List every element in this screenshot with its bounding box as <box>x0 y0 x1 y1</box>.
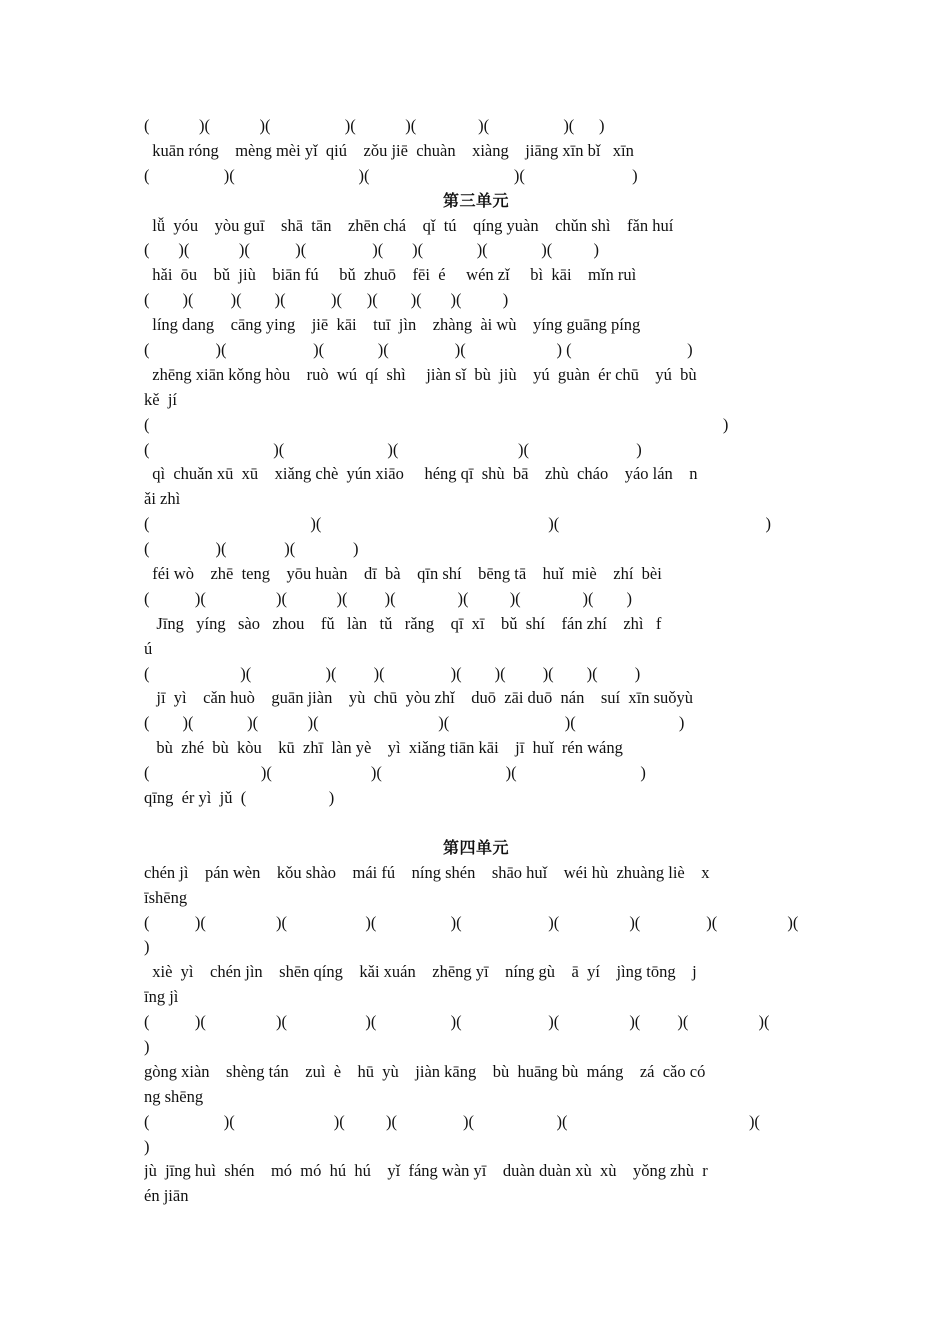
worksheet-line: ( )( )( )( ) <box>144 763 646 783</box>
worksheet-line: ( )( )( )( )( )( )( )( ) <box>144 663 641 683</box>
blank-line <box>144 811 808 836</box>
worksheet-line: ( )( )( )( ) <box>144 439 642 459</box>
worksheet-line: ( )( )( )( )( )( )( ) <box>144 116 605 135</box>
worksheet-line: féi wò zhē teng yōu huàn dī bà qīn shí bēng tā huǐ miè zhí bèi <box>144 564 662 584</box>
worksheet-line: zhēng xiān kǒng hòu ruò wú qí shì jiàn sǐ bù jiù yú guàn ér chū yú bù <box>144 364 697 384</box>
worksheet-line: ) <box>144 1136 150 1156</box>
worksheet-line: ǎi zhì <box>144 489 181 509</box>
worksheet-line: én jiān <box>144 1186 189 1206</box>
worksheet-line: kuān róng mèng mèi yǐ qiú zǒu jiē chuàn xiàng jiāng xīn bǐ xīn <box>144 140 634 160</box>
worksheet-line: kě jí <box>144 389 177 409</box>
worksheet-line: líng dang cāng ying jiē kāi tuī jìn zhàng ài wù yíng guāng píng <box>144 315 641 335</box>
worksheet-line: xiè yì chén jìn shēn qíng kǎi xuán zhēng yī níng gù ā yí jìng tōng j <box>144 962 697 982</box>
worksheet-line: chén jì pán wèn kǒu shào mái fú níng shén shāo huǐ wéi hù zhuàng liè x <box>144 862 710 882</box>
worksheet-line: jī yì cǎn huò guān jiàn yù chū yòu zhǐ duō zāi duō nán suí xīn suǒyù <box>144 688 694 708</box>
worksheet-line: gòng xiàn shèng tán zuì è hū yù jiàn kāng bù huāng bù máng zá cǎo có <box>144 1061 706 1081</box>
worksheet-line: ( )( )( )( )( ) ( ) <box>144 340 693 360</box>
worksheet-line: ( ) <box>144 414 729 434</box>
worksheet-line: qīng ér yì jǔ ( ) <box>144 788 335 808</box>
worksheet-line: hǎi ōu bǔ jiù biān fú bǔ zhuō fēi é wén zǐ bì kāi mǐn ruì <box>144 265 637 285</box>
worksheet-page <box>144 114 808 1209</box>
worksheet-line: īng jì <box>144 987 179 1007</box>
worksheet-line: ) <box>144 937 150 957</box>
unit-heading: 第三单元 <box>442 190 509 210</box>
worksheet-line: ( )( )( )( )( )( )( )( )( <box>144 1012 770 1032</box>
worksheet-line: ( )( )( )( )( )( )( )( ) <box>144 240 600 260</box>
worksheet-line: ( )( )( )( ) <box>144 165 638 185</box>
worksheet-line: jù jīng huì shén mó mó hú hú yǐ fáng wàn yī duàn duàn xù xù yǒng zhù r <box>144 1161 708 1181</box>
worksheet-line: ( )( )( )( )( )( ) <box>144 713 685 733</box>
worksheet-line: bù zhé bù kòu kū zhī làn yè yì xiǎng tiān kāi jī huǐ rén wáng <box>144 738 623 758</box>
worksheet-line: qì chuǎn xū xū xiǎng chè yún xiāo héng qī shù bā zhù cháo yáo lán n <box>144 464 698 484</box>
worksheet-line: Jīng yíng sào zhou fǔ làn tǔ rǎng qī xī bǔ shí fán zhí zhì f <box>144 613 662 633</box>
worksheet-line: ( )( )( )( )( )( )( )( )( <box>144 912 799 932</box>
worksheet-line: ( )( )( )( )( )( )( <box>144 1111 760 1131</box>
worksheet-line: ) <box>144 1036 150 1056</box>
worksheet-line: ( )( )( ) <box>144 514 771 534</box>
unit-heading: 第四单元 <box>442 837 509 857</box>
worksheet-line: ng shēng <box>144 1086 204 1106</box>
worksheet-line: ( )( )( )( )( )( )( )( ) <box>144 290 509 310</box>
worksheet-line: lǚ yóu yòu guī shā tān zhēn chá qǐ tú qíng yuàn chǔn shì fǎn huí <box>144 215 674 235</box>
worksheet-line: īshēng <box>144 887 188 907</box>
worksheet-line: ( )( )( ) <box>144 539 359 559</box>
worksheet-line: ( )( )( )( )( )( )( )( ) <box>144 588 633 608</box>
worksheet-line: ú <box>144 638 153 658</box>
